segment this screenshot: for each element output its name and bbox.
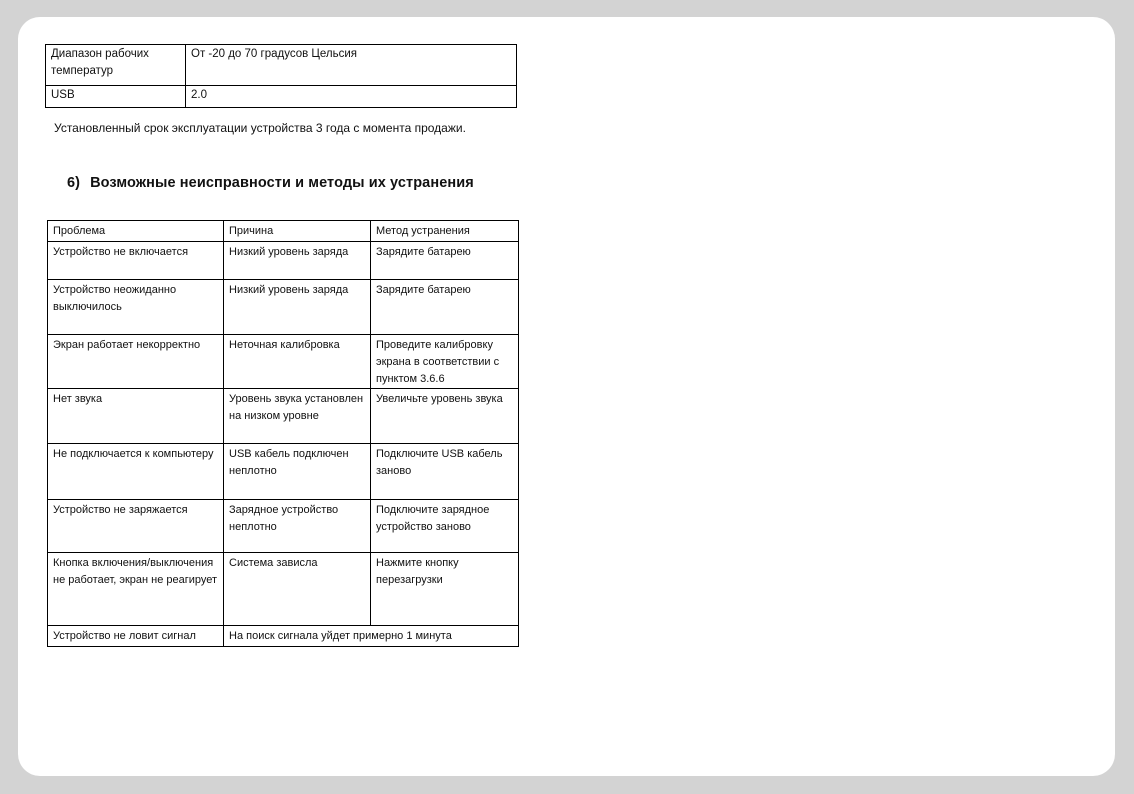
service-life-note: Установленный срок эксплуатации устройства 3 года с момента продажи. [54, 121, 466, 135]
cell-solution: Зарядите батарею [371, 242, 519, 280]
spec-value-temperature: От -20 до 70 градусов Цельсия [186, 45, 517, 86]
troubleshooting-table [47, 220, 519, 647]
table-row [48, 444, 519, 500]
cell-cause: Зарядное устройство неплотно [224, 500, 371, 553]
cell-solution: Увеличьте уровень звука [371, 389, 519, 444]
specs-table [45, 44, 517, 108]
cell-problem: Устройство неожиданно выключилось [48, 280, 224, 335]
spec-label-temperature: Диапазон рабочих температур [46, 45, 186, 86]
cell-problem: Нет звука [48, 389, 224, 444]
table-header-row [48, 221, 519, 242]
cell-cause: Низкий уровень заряда [224, 242, 371, 280]
table-row [48, 242, 519, 280]
spec-label-usb: USB [46, 86, 186, 108]
table-row [48, 553, 519, 626]
cell-problem: Экран работает некорректно [48, 335, 224, 389]
table-row [48, 280, 519, 335]
cell-cause: Низкий уровень заряда [224, 280, 371, 335]
table-row [48, 389, 519, 444]
cell-solution: Проведите калибровку экрана в соответствии с пунктом 3.6.6 [371, 335, 519, 389]
table-row [46, 86, 517, 108]
cell-solution: Нажмите кнопку перезагрузки [371, 553, 519, 626]
cell-cause: USB кабель подключен неплотно [224, 444, 371, 500]
cell-problem: Не подключается к компьютеру [48, 444, 224, 500]
header-problem: Проблема [48, 221, 224, 242]
section-heading [67, 175, 474, 191]
table-row [48, 626, 519, 647]
header-cause: Причина [224, 221, 371, 242]
spec-value-usb: 2.0 [186, 86, 517, 108]
cell-cause: Неточная калибровка [224, 335, 371, 389]
cell-solution: Зарядите батарею [371, 280, 519, 335]
cell-solution: Подключите USB кабель заново [371, 444, 519, 500]
table-row [48, 335, 519, 389]
section-title: Возможные неисправности и методы их устранения [90, 175, 474, 191]
cell-problem: Устройство не заряжается [48, 500, 224, 553]
table-row [46, 45, 517, 86]
section-number: 6) [67, 175, 81, 191]
document-page [18, 17, 1115, 776]
cell-cause-solution: На поиск сигнала уйдет примерно 1 минута [224, 626, 519, 647]
cell-cause: Уровень звука установлен на низком уровне [224, 389, 371, 444]
cell-solution: Подключите зарядное устройство заново [371, 500, 519, 553]
header-solution: Метод устранения [371, 221, 519, 242]
cell-problem: Кнопка включения/выключения не работает, экран не реагирует [48, 553, 224, 626]
cell-problem: Устройство не ловит сигнал [48, 626, 224, 647]
cell-problem: Устройство не включается [48, 242, 224, 280]
table-row [48, 500, 519, 553]
cell-cause: Система зависла [224, 553, 371, 626]
